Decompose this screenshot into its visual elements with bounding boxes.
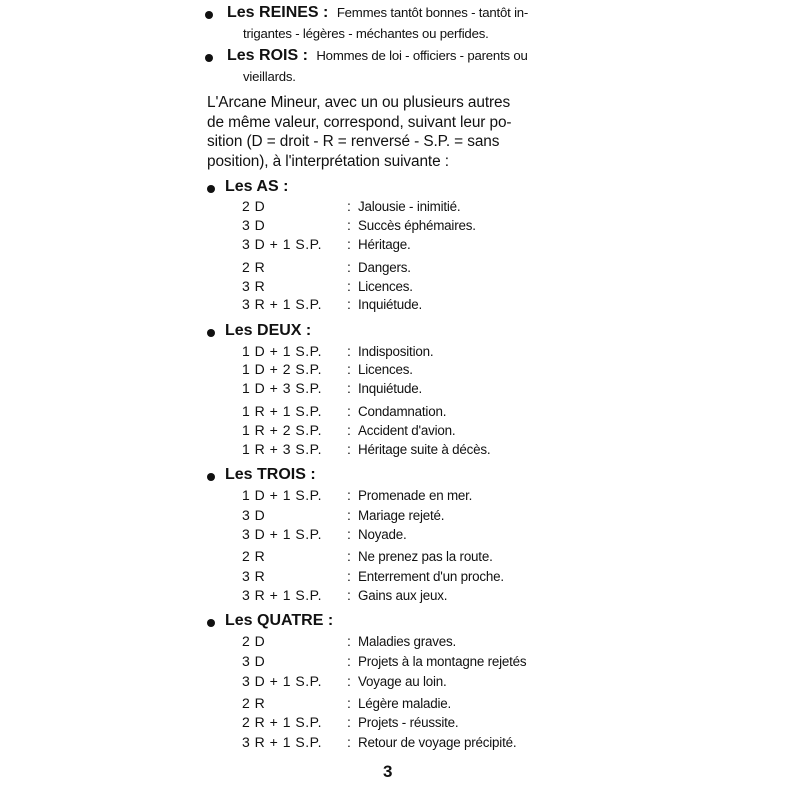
page-number: 3	[383, 762, 393, 781]
document-page: Les REINES : Femmes tantôt bonnes - tantôt in- trigantes - légères - méchantes ou perfides. Les ROIS : Hommes de loi - officiers - parents ou vieillards. L'Arcane Mineur, avec un ou plusieurs autres de même valeur, correspond, suivant leur po- sition (D = droit - R = renversé - S.P. = sans position), à l'interprétation suivante : Les AS : 2 D : Jalousie - inimitié. 3 D : Succès éphémaires. 3 D + 1 S.P. : Héritage. 2 R : Dangers. 3 R : Licences. 3 R + 1 S.P. : Inquiétude. Les DEUX : 1 D + 1 S.P. : Indisposition. 1 D + 2 S.P. : Licences. 1 D + 3 S.P. : Inquiétude. 1 R + 1 S.P. : Condamnation. 1 R + 2 S.P. : Accident d'avion. 1 R + 3 S.P. : Héritage suite à décès. Les TROIS : 1 D + 1 S.P. : Promenade en mer. 3 D : Mariage rejeté. 3 D + 1 S.P. : Noyade. 2 R : Ne prenez pas la route. 3 R : Enterrement d'un proche. 3 R + 1 S.P. : Gains aux jeux. Les QUATRE : 2 D : Maladies graves. 3 D : Projets à la montagne rejetés 3 D + 1 S.P. : Voyage au loin. 2 R : Légère maladie. 2 R + 1 S.P. : Projets - réussite. 3 R + 1 S.P. : Retour de voyage précipité. 3	[0, 0, 800, 800]
section-title: Les QUATRE :	[225, 612, 334, 629]
combination-code: 3 D + 1 S.P.	[242, 673, 323, 689]
section-title: Les DEUX :	[225, 322, 312, 339]
intro-title: Les ROIS :	[227, 47, 308, 64]
combination-meaning: Inquiétude.	[358, 297, 423, 312]
combination-meaning: Promenade en mer.	[358, 488, 473, 503]
section-title: Les AS :	[225, 178, 289, 195]
intro-text-line: Femmes tantôt bonnes - tantôt in-	[336, 5, 529, 20]
bullet-icon	[207, 473, 215, 481]
combination-meaning: Inquiétude.	[358, 381, 423, 396]
section-heading-trois	[207, 466, 316, 484]
combination-code: 1 R + 2 S.P.	[242, 422, 323, 438]
combination-code: 2 R	[242, 548, 266, 564]
combination-meaning: Voyage au loin.	[358, 674, 447, 689]
intro-title: Les REINES :	[227, 4, 329, 21]
combination-code: 3 D + 1 S.P.	[242, 236, 323, 252]
combination-code: 3 D	[242, 217, 266, 233]
section-heading-deux	[207, 322, 311, 340]
section-heading-quatre	[207, 612, 333, 630]
section-title: Les TROIS :	[225, 466, 316, 483]
bullet-icon	[205, 54, 213, 62]
bullet-icon	[205, 11, 213, 19]
combination-code: 1 D + 1 S.P.	[242, 343, 323, 359]
combination-meaning: Ne prenez pas la route.	[358, 549, 493, 564]
intro-text-line: vieillards.	[243, 69, 296, 84]
paragraph-line: sition (D = droit - R = renversé - S.P. = sans	[207, 133, 500, 150]
intro-text-line: trigantes - légères - méchantes ou perfides.	[243, 26, 489, 41]
intro-text-line: Hommes de loi - officiers - parents ou	[316, 48, 528, 63]
explanation-paragraph	[207, 93, 567, 171]
combination-code: 2 R	[242, 259, 266, 275]
combination-meaning: Succès éphémaires.	[358, 218, 476, 233]
combination-meaning: Licences.	[358, 279, 413, 294]
combination-meaning: Gains aux jeux.	[358, 588, 448, 603]
combination-code: 2 D	[242, 633, 266, 649]
combination-meaning: Retour de voyage précipité.	[358, 735, 517, 750]
bullet-icon	[207, 185, 215, 193]
combination-meaning: Mariage rejeté.	[358, 508, 445, 523]
section-heading-as	[207, 178, 288, 196]
combination-code: 3 D	[242, 507, 266, 523]
combination-meaning: Maladies graves.	[358, 634, 457, 649]
combination-code: 3 R + 1 S.P.	[242, 734, 323, 750]
combination-code: 2 R	[242, 695, 266, 711]
combination-meaning: Condamnation.	[358, 404, 447, 419]
combination-code: 3 D	[242, 653, 266, 669]
combination-code: 1 D + 1 S.P.	[242, 487, 323, 503]
combination-code: 1 D + 3 S.P.	[242, 380, 323, 396]
combination-meaning: Héritage suite à décès.	[358, 442, 491, 457]
bullet-icon	[207, 329, 215, 337]
combination-meaning: Enterrement d'un proche.	[358, 569, 504, 584]
combination-code: 3 R	[242, 568, 266, 584]
paragraph-line: de même valeur, correspond, suivant leur po-	[207, 113, 512, 131]
combination-meaning: Accident d'avion.	[358, 423, 456, 438]
combination-meaning: Jalousie - inimitié.	[358, 199, 461, 214]
combination-meaning: Licences.	[358, 362, 413, 377]
combination-code: 3 R	[242, 278, 266, 294]
combination-code: 3 R + 1 S.P.	[242, 296, 323, 312]
combination-meaning: Légère maladie.	[358, 696, 452, 711]
combination-meaning: Noyade.	[358, 527, 407, 542]
combination-meaning: Indisposition.	[358, 344, 434, 359]
combination-meaning: Projets - réussite.	[358, 715, 459, 730]
combination-code: 3 D + 1 S.P.	[242, 526, 323, 542]
combination-meaning: Héritage.	[358, 237, 411, 252]
combination-code: 1 R + 3 S.P.	[242, 441, 323, 457]
combination-meaning: Dangers.	[358, 260, 411, 275]
combination-code: 3 R + 1 S.P.	[242, 587, 323, 603]
combination-meaning: Projets à la montagne rejetés	[358, 654, 527, 669]
combination-code: 2 R + 1 S.P.	[242, 714, 323, 730]
combination-code: 1 D + 2 S.P.	[242, 361, 323, 377]
paragraph-line: L'Arcane Mineur, avec un ou plusieurs autres	[207, 94, 511, 111]
bullet-icon	[207, 619, 215, 627]
combination-code: 1 R + 1 S.P.	[242, 403, 323, 419]
paragraph-line: position), à l'interprétation suivante :	[207, 152, 449, 170]
combination-code: 2 D	[242, 198, 266, 214]
